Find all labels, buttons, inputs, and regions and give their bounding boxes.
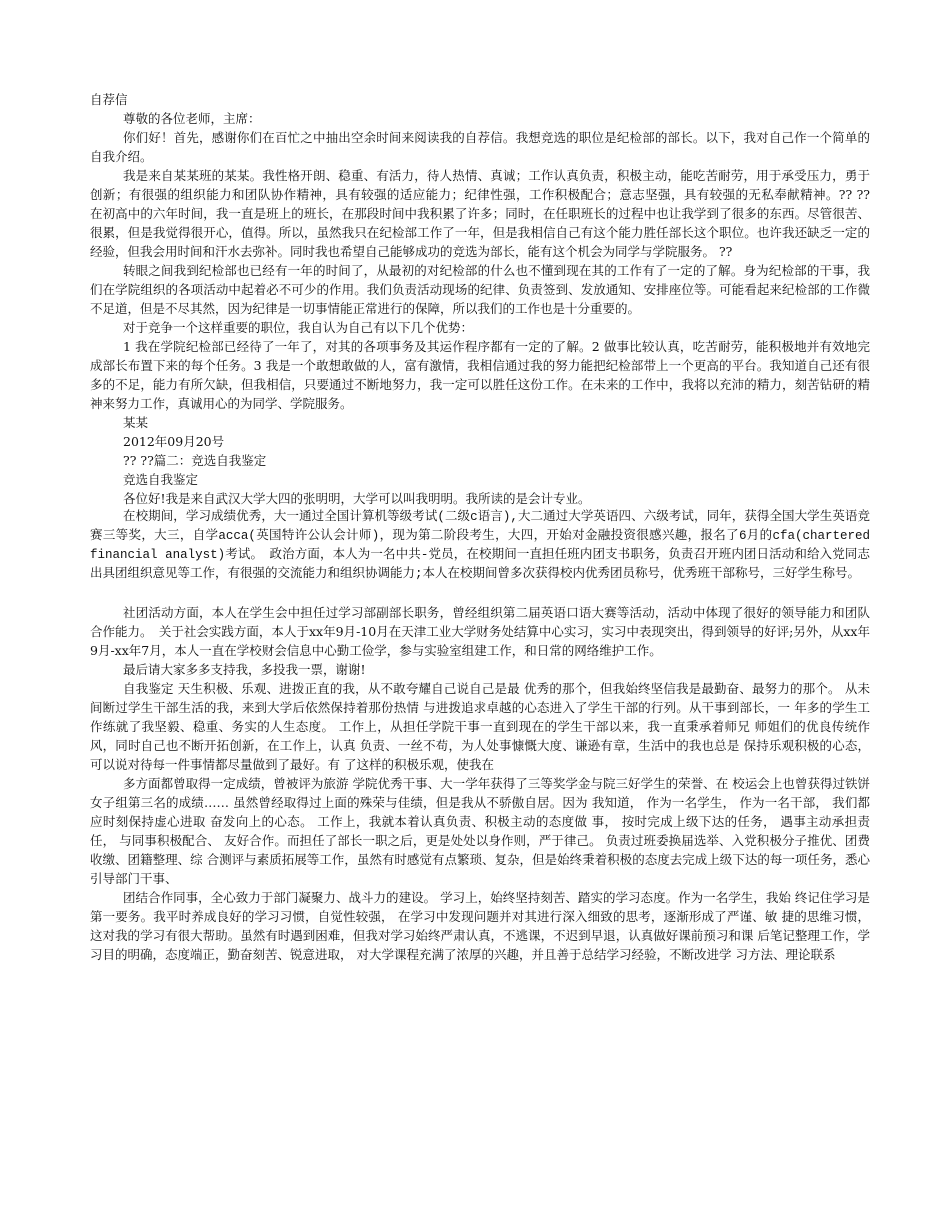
signature-date: 2012年09月20号 <box>123 434 225 449</box>
paragraph-salutation: 尊敬的各位老师，主席： <box>123 111 261 126</box>
paragraph-advantages: 1 我在学院纪检部已经待了一年了，对其的各项事务及其运作程序都有一定的了解。2 做事比较认真，吃苦耐劳，能积极地并有效地完成部长布置下来的每个任务。3 我是一个敢想敢做的人，富有激情，我相信通过我的努力能把纪检部带上一个更高的平台。我知道自己还有很多的不足，能力有所欠缺，但我相信，只要通过不断地努力，我一定可以胜任这份工作。在未来的工作中，我将以充沛的精力，刻苦钻研的精神来努力工作，真诚用心的为同学、学院服务。 <box>90 339 870 411</box>
section-subtitle: 竞选自我鉴定 <box>123 472 199 487</box>
paragraph-study: 团结合作同事，全心致力于部门凝聚力、战斗力的建设。 学习上，始终坚持刻苦、踏实的学习态度。作为一名学生，我始 终记住学习是第一要务。我平时养成良好的学习习惯，自觉性较强， 在学习中发现问题并对其进行深入细致的思考，逐渐形成了严谨、敏 捷的思维习惯，这对我的学习有很大帮助。虽然有时遇到困难，但我对学习始终严肃认真，不逃课，不迟到早退，认真做好课前预习和课 后笔记整理工作，学习目的明确，态度端正，勤奋刻苦、锐意进取， 对大学课程充满了浓厚的兴趣，并且善于总结学习经验，不断改进学 习方法、理论联系 <box>90 890 870 962</box>
paragraph-academics: 在校期间，学习成绩优秀，大一通过全国计算机等级考试(二级c语言),大二通过大学英语四、六级考试，同年，获得全国大学生英语竞赛三等奖，大三，自学acca(英国特许公认会计师)，现为第二阶段考生，大四，开始对金融投资很感兴趣，报名了6月的cfa(chartered financial analyst)考试。 政治方面，本人为一名中共-党员，在校期间一直担任班内团支书职务，负责召开班内团日活动和给入党同志出具团组织意见等工作，有很强的交流能力和组织协调能力;本人在校期间曾多次获得校内优秀团员称号，优秀班干部称号，三好学生称号。 <box>90 510 870 581</box>
blank-line <box>90 584 870 603</box>
paragraph-opening: 各位好!我是来自武汉大学大四的张明明，大学可以叫我明明。我所读的是会计专业。 <box>123 491 591 506</box>
paragraph-achievements: 多方面都曾取得一定成绩，曾被评为旅游 学院优秀干事、大一学年获得了三等奖学金与院三好学生的荣誉、在 校运会上也曾获得过铁饼女子组第三名的成绩…… 虽然曾经取得过上面的殊荣与佳绩，但是我从不骄傲自居。因为 我知道， 作为一名学生， 作为一名干部， 我们都应时刻保持虚心进取 奋发向上的心态。 工作上，我就本着认真负责、积极主动的态度做 事， 按时完成上级下达的任务， 遇事主动承担责任， 与同事积极配合、 友好合作。而担任了部长一职之后，更是处处以身作则，严于律己。 负责过班委换届选举、入党积极分子推优、团费收缴、团籍整理、综 合测评与素质拓展等工作，虽然有时感觉有点繁琐、复杂，但是始终秉着积极的态度去完成上级下达的每一项任务，悉心引导部门干事、 <box>90 776 870 886</box>
paragraph-activities: 社团活动方面，本人在学生会中担任过学习部副部长职务，曾经组织第二届英语口语大赛等活动，活动中体现了很好的领导能力和团队合作能力。 关于社会实践方面，本人于xx年9月-10月在天津工业大学财务处结算中心实习，实习中表现突出，得到领导的好评;另外，从xx年9月-xx年7月，本人一直在学校财会信息中心勤工俭学，参与实验室组建工作，和日常的网络维护工作。 <box>90 605 870 658</box>
signature-name: 某某 <box>123 415 149 430</box>
paragraph-greeting: 你们好！首先，感谢你们在百忙之中抽出空余时间来阅读我的自荐信。我想竞选的职位是纪检部的部长。以下，我对自己作一个简单的自我介绍。 <box>90 130 870 164</box>
paragraph-experience: 转眼之间我到纪检部也已经有一年的时间了，从最初的对纪检部的什么也不懂到现在其的工作有了一定的了解。身为纪检部的干事，我们在学院组织的各项活动中起着必不可少的作用。我们负责活动现场的纪律、负责签到、发放通知、安排座位等。可能看起来纪检部的工作微不足道，但是不尽其然，因为纪律是一切事情能正常进行的保障，所以我们的工作也是十分重要的。 <box>90 263 870 316</box>
paragraph-self-assessment: 自我鉴定 天生积极、乐观、进拨正直的我，从不敢夸耀自己说自己是最 优秀的那个，但我始终坚信我是最勤奋、最努力的那个。 从未间断过学生干部生活的我，来到大学后依然保持着那份热情 与进拨追求卓越的心态进入了学生干部的行列。从干事到部长，一 年多的学生工作练就了我坚毅、稳重、务实的人生态度。 工作上，从担任学院干事一直到现在的学生干部以来，我一直秉承着师兄 师姐们的优良传统作风，同时自己也不断开拓创新，在工作上，认真 负责、一丝不苟，为人处事慷慨大度、谦逊有章，生活中的我也总是 保持乐观积极的心态，可以说对待每一件事情都尽量做到了最好。有 了这样的积极乐观，使我在 <box>90 681 870 772</box>
paragraph-self-intro: 我是来自某某班的某某。我性格开朗、稳重、有活力，待人热情、真诚；工作认真负责，积极主动，能吃苦耐劳，用于承受压力，勇于创新；有很强的组织能力和团队协作精神，具有较强的适应能力；纪律性强，工作积极配合；意志坚强，具有较强的无私奉献精神。?? ?? 在初高中的六年时间，我一直是班上的班长，在那段时间中我积累了许多；同时，在任职班长的过程中也让我学到了很多的东西。尽管很苦、很累，但是我觉得很开心，值得。所以，虽然我只在纪检部工作了一年，但是我相信自己有这个能力胜任部长这个职位。也许我还缺乏一定的经验，但我会用时间和汗水去弥补。同时我也希望自己能够成功的竞选为部长，能有这个机会为同学与学院服务。 ?? <box>90 168 896 259</box>
section-heading-part2: ?? ??篇二：竞选自我鉴定 <box>123 453 267 468</box>
paragraph-closing: 最后请大家多多支持我，多投我一票，谢谢! <box>123 662 366 677</box>
document-title: 自荐信 <box>90 92 128 107</box>
paragraph-advantages-intro: 对于竞争一个这样重要的职位，我自认为自己有以下几个优势： <box>123 320 474 335</box>
